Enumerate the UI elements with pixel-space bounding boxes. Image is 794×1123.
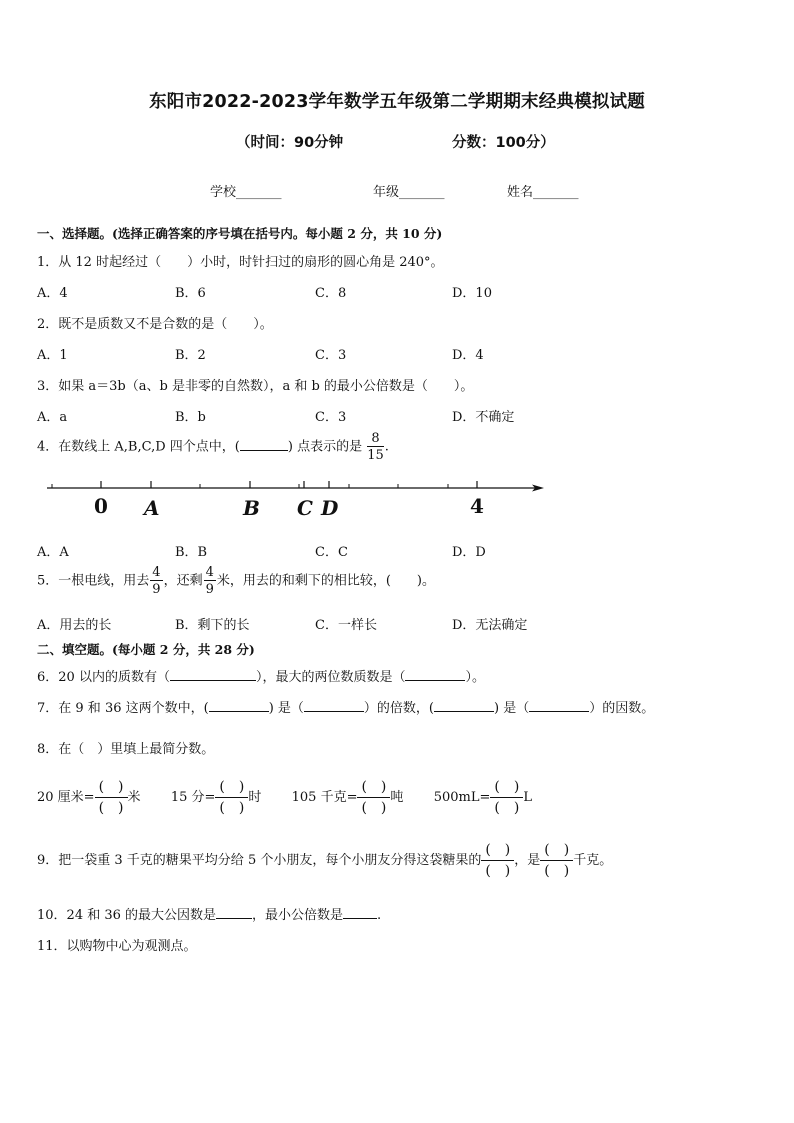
q10-blank-lcm[interactable] <box>343 906 377 919</box>
q8-fraction-kg-denominator: ( ) <box>361 800 387 816</box>
q6-text-c: ）。 <box>465 670 485 685</box>
q7-blank-4[interactable] <box>529 699 589 712</box>
q7-blank-1[interactable] <box>209 699 269 712</box>
question-6 <box>37 666 485 685</box>
question-3: 3．如果 a＝3b（a、b 是非零的自然数），a 和 b 的最小公倍数是（ ）。 <box>37 379 474 394</box>
q5-fraction-left <box>204 566 216 596</box>
exam-time: （时间：90分钟 <box>236 135 344 151</box>
q5-text-a: 5．一根电线，用去 <box>37 573 150 589</box>
q4-text-b: ) 点表示的是 <box>287 439 363 455</box>
grade-field: 年级_______ <box>373 185 445 200</box>
question-8: 8．在（ ）里填上最简分数。 <box>37 742 215 757</box>
section2-heading: 二、填空题。(每小题 2 分，共 28 分) <box>37 642 255 657</box>
q4-option-a: A．A <box>37 545 69 560</box>
q10-text-b: ，最小公倍数是 <box>252 908 344 923</box>
q4-option-d: D．D <box>452 545 486 560</box>
section1-heading: 一、选择题。(选择正确答案的序号填在括号内。每小题 2 分，共 10 分) <box>37 226 443 241</box>
q3-option-c: C．3 <box>315 410 347 425</box>
q6-text-b: ），最大的两位数质数是（ <box>255 670 406 685</box>
question-9 <box>37 843 612 878</box>
q9-text-a: 9．把一袋重 3 千克的糖果平均分给 5 个小朋友，每个小朋友分得这袋糖果的 <box>37 853 482 868</box>
q7-blank-3[interactable] <box>434 699 494 712</box>
q8-fraction-ml-numerator: ( ) <box>490 780 523 798</box>
q5-option-b: B．剩下的长 <box>175 618 250 633</box>
q8-fraction-cm-numerator: ( ) <box>95 780 128 798</box>
q10-text-a: 10．24 和 36 的最大公因数是 <box>37 908 217 923</box>
q5-fraction-used-numerator: 4 <box>152 565 161 580</box>
q7-text-d: ) 是（ <box>493 701 530 716</box>
q10-text-c: . <box>377 908 382 923</box>
q8-fraction-kg[interactable] <box>357 780 390 815</box>
q9-fraction-share-numerator: ( ) <box>481 843 514 861</box>
q2-option-b: B．2 <box>175 348 206 363</box>
number-line-label-0: 0 <box>94 494 108 518</box>
q8-conversions <box>37 780 532 815</box>
question-7 <box>37 697 654 716</box>
number-line-point-marks <box>101 481 477 488</box>
exam-score: 分数：100分） <box>452 135 555 151</box>
q9-fraction-kg[interactable] <box>540 843 573 878</box>
number-line-label-b: B <box>243 496 260 520</box>
school-field: 学校_______ <box>210 185 282 200</box>
q1-option-b: B．6 <box>175 286 206 301</box>
exam-title: 东阳市2022-2023学年数学五年级第二学期期末经典模拟试题 <box>149 92 645 112</box>
q2-option-d: D．4 <box>452 348 484 363</box>
q5-option-c: C．一样长 <box>315 618 377 633</box>
q2-option-c: C．3 <box>315 348 347 363</box>
q5-text-c: 米，用去的和剩下的相比较，( )。 <box>216 573 436 589</box>
q8-fraction-min-denominator: ( ) <box>219 800 245 816</box>
q9-fraction-share-denominator: ( ) <box>485 863 511 879</box>
q8-item-ml-pre: 500mL= <box>433 790 491 805</box>
q6-blank-largest-prime[interactable] <box>405 668 465 681</box>
q5-option-a: A．用去的长 <box>37 618 112 633</box>
q8-fraction-ml[interactable] <box>490 780 523 815</box>
q5-text-b: ，还剩 <box>163 573 203 589</box>
question-10 <box>37 904 381 923</box>
q5-fraction-left-numerator: 4 <box>205 565 214 580</box>
q9-text-b: ，是 <box>514 853 541 868</box>
q9-text-c: 千克。 <box>573 853 613 868</box>
q6-blank-primes[interactable] <box>170 668 256 681</box>
q4-answer-blank[interactable] <box>240 438 288 451</box>
q8-item-kg-pre: 105 千克= <box>291 790 358 805</box>
q8-item-cm-pre: 20 厘米= <box>37 790 95 805</box>
q6-text-a: 6．20 以内的质数有（ <box>37 670 170 685</box>
q4-fraction-numerator: 8 <box>367 432 384 447</box>
question-1: 1．从 12 时起经过（ ）小时，时针扫过的扇形的圆心角是 240°。 <box>37 255 444 270</box>
q7-text-c: ）的倍数，( <box>363 701 434 716</box>
q4-option-b: B．B <box>175 545 208 560</box>
q5-option-d: D．无法确定 <box>452 618 528 633</box>
q5-fraction-used <box>150 566 162 596</box>
q8-item-ml-post: L <box>523 790 532 805</box>
question-5 <box>37 566 435 596</box>
q9-fraction-kg-numerator: ( ) <box>540 843 573 861</box>
q4-fraction <box>367 432 384 462</box>
q10-blank-gcd[interactable] <box>216 906 252 919</box>
q5-fraction-left-denominator: 9 <box>205 582 214 597</box>
q8-item-min-post: 时 <box>248 790 262 805</box>
number-line-label-d: D <box>321 496 339 520</box>
question-11: 11．以购物中心为观测点。 <box>37 939 197 954</box>
q7-blank-2[interactable] <box>304 699 364 712</box>
q3-option-b: B．b <box>175 410 206 425</box>
name-field: 姓名_______ <box>507 185 579 200</box>
q4-option-c: C．C <box>315 545 348 560</box>
q9-fraction-kg-denominator: ( ) <box>544 863 570 879</box>
q7-text-b: ) 是（ <box>268 701 304 716</box>
q3-option-a: A．a <box>37 410 68 425</box>
q8-fraction-kg-numerator: ( ) <box>357 780 390 798</box>
q1-option-c: C．8 <box>315 286 347 301</box>
q8-fraction-cm[interactable] <box>95 780 128 815</box>
q3-option-d: D．不确定 <box>452 410 515 425</box>
question-4 <box>37 432 389 462</box>
q7-text-e: ）的因数。 <box>589 701 655 716</box>
q8-fraction-min[interactable] <box>215 780 248 815</box>
q8-fraction-cm-denominator: ( ) <box>98 800 124 816</box>
q8-fraction-ml-denominator: ( ) <box>494 800 520 816</box>
q4-text-a: 4．在数线上 A,B,C,D 四个点中，( <box>37 439 240 455</box>
q1-option-a: A．4 <box>37 286 68 301</box>
q4-text-c: . <box>384 439 389 455</box>
q5-fraction-used-denominator: 9 <box>152 582 161 597</box>
number-line-label-4: 4 <box>470 494 484 518</box>
number-line-ticks <box>52 484 477 488</box>
q4-fraction-denominator: 15 <box>367 448 384 463</box>
q8-fraction-min-numerator: ( ) <box>215 780 248 798</box>
question-2: 2．既不是质数又不是合数的是（ ）。 <box>37 317 273 332</box>
q8-item-kg-post: 吨 <box>390 790 404 805</box>
q8-item-cm-post: 米 <box>127 790 141 805</box>
q2-option-a: A．1 <box>37 348 68 363</box>
q1-option-d: D．10 <box>452 286 492 301</box>
q7-text-a: 7．在 9 和 36 这两个数中，( <box>37 701 209 716</box>
q9-fraction-share[interactable] <box>481 843 514 878</box>
number-line-label-c: C <box>297 496 313 520</box>
q8-item-min-pre: 15 分= <box>170 790 216 805</box>
number-line-label-a: A <box>144 496 160 520</box>
